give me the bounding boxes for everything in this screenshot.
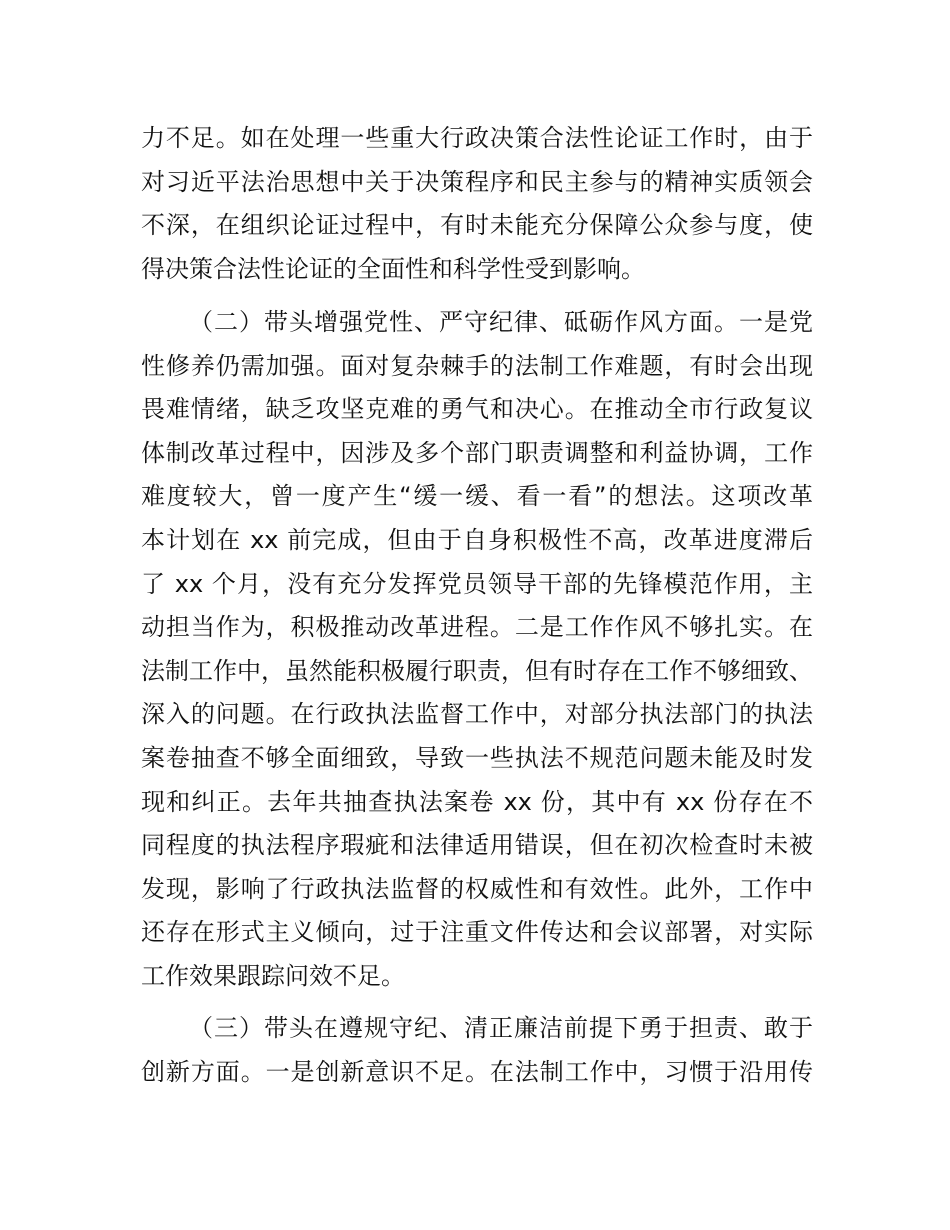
paragraph-line: 深入的问题。在行政执法监督工作中，对部分执法部门的执法 — [141, 700, 813, 729]
paragraph-line: 发现，影响了行政执法监督的权威性和有效性。此外，工作中 — [141, 874, 813, 903]
paragraph-line: 同程度的执法程序瑕疵和法律适用错误，但在初次检查时未被 — [141, 831, 813, 860]
paragraph-line: 现和纠正。去年共抽查执法案卷 xx 份，其中有 xx 份存在不 — [141, 787, 813, 816]
paragraph-line: 案卷抽查不够全面细致，导致一些执法不规范问题未能及时发 — [141, 743, 813, 772]
paragraph-line: 还存在形式主义倾向，过于注重文件传达和会议部署，对实际 — [141, 918, 813, 947]
paragraph-line: 法制工作中，虽然能积极履行职责，但有时存在工作不够细致、 — [141, 656, 813, 685]
paragraph-line: 难度较大，曾一度产生“缓一缓、看一看”的想法。这项改革 — [141, 482, 813, 511]
paragraph-line: 体制改革过程中，因涉及多个部门职责调整和利益协调，工作 — [141, 438, 813, 467]
paragraph-line: 不深，在组织论证过程中，有时未能充分保障公众参与度，使 — [141, 211, 813, 240]
paragraph-line: 创新方面。一是创新意识不足。在法制工作中，习惯于沿用传 — [141, 1057, 813, 1086]
paragraph-line: 了 xx 个月，没有充分发挥党员领导干部的先锋模范作用，主 — [141, 569, 813, 598]
paragraph-line: 工作效果跟踪问效不足。 — [141, 961, 405, 990]
paragraph-line: 对习近平法治思想中关于决策程序和民主参与的精神实质领会 — [141, 167, 813, 196]
paragraph-line: 得决策合法性论证的全面性和科学性受到影响。 — [141, 254, 645, 283]
paragraph-line: 本计划在 xx 前完成，但由于自身积极性不高，改革进度滞后 — [141, 525, 813, 554]
paragraph-line: 动担当作为，积极推动改革进程。二是工作作风不够扎实。在 — [141, 613, 813, 642]
paragraph-2 — [141, 301, 813, 999]
paragraph-3 — [141, 1007, 813, 1094]
paragraph-line: 畏难情绪，缺乏攻坚克难的勇气和决心。在推动全市行政复议 — [141, 395, 813, 424]
paragraph-line: 性修养仍需加强。面对复杂棘手的法制工作难题，有时会出现 — [141, 351, 813, 380]
paragraph-line: 力不足。如在处理一些重大行政决策合法性论证工作时，由于 — [141, 124, 813, 152]
paragraph-line: （二）带头增强党性、严守纪律、砥砺作风方面。一是党 — [189, 308, 813, 336]
paragraph-1 — [141, 117, 813, 291]
paragraph-line: （三）带头在遵规守纪、清正廉洁前提下勇于担责、敢于 — [189, 1014, 813, 1042]
